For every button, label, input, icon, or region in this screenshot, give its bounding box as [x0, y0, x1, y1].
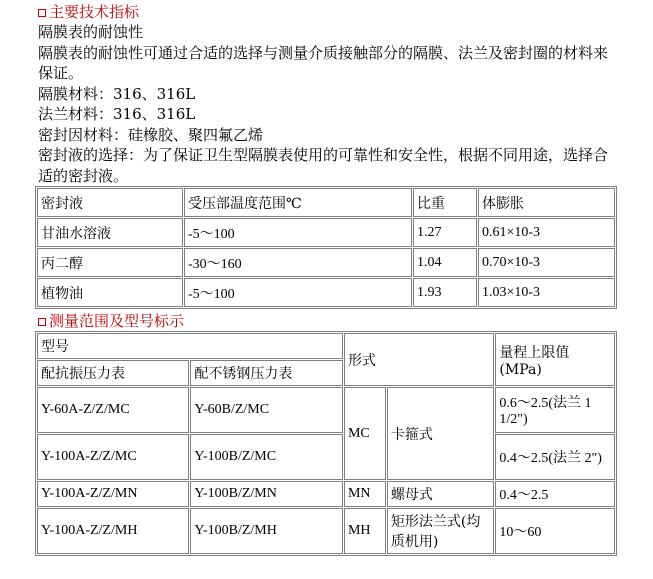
table-cell: Y-100A-Z/Z/MC	[37, 434, 189, 480]
table-header-cell: 受压部温度范围℃	[184, 188, 412, 217]
seal-fluid-table	[35, 186, 617, 309]
table-header-cell: 配抗振压力表	[37, 360, 189, 386]
table-row	[37, 387, 615, 433]
table-row	[37, 278, 615, 307]
table-cell: Y-100B/Z/MC	[190, 434, 343, 480]
paragraph: 隔膜表的耐蚀性	[38, 23, 144, 41]
table-row	[37, 218, 615, 247]
table-cell: 卡箍式	[387, 387, 495, 480]
table-cell: 0.6～2.5(法兰 1 1/2")	[495, 387, 615, 433]
table-row	[37, 434, 615, 480]
table-cell: 甘油水溶液	[37, 218, 183, 247]
table-cell: -5～100	[184, 278, 412, 307]
table-header-cell: 量程上限值(MPa)	[495, 333, 615, 386]
paragraph: 密封液的选择：为了保证卫生型隔膜表使用的可靠性和安全性，根据不同用途，选择合适的密封液。	[38, 146, 609, 185]
paragraph: 密封因材料：硅橡胶、聚四氟乙烯	[38, 125, 264, 144]
table-cell: 0.4～2.5	[495, 481, 615, 507]
bullet-square-icon	[38, 318, 46, 326]
table-cell: 0.4～2.5(法兰 2")	[495, 434, 615, 480]
content	[38, 2, 618, 556]
section-title-specs	[38, 2, 618, 22]
section-title-range	[38, 311, 618, 331]
table-cell: Y-100B/Z/MN	[190, 481, 343, 507]
table-cell: 1.27	[413, 218, 477, 247]
table-header-cell: 配不锈钢压力表	[190, 360, 343, 386]
paragraph: 隔膜材料：316、316L	[38, 84, 196, 103]
table-cell: 1.03×10-3	[478, 278, 615, 307]
table-cell: Y-100A-Z/Z/MH	[37, 508, 189, 554]
table-cell: Y-60A-Z/Z/MC	[37, 387, 189, 433]
table-cell: Y-100B/Z/MH	[190, 508, 343, 554]
table-cell: MN	[344, 481, 386, 507]
section-title-text: 主要技术指标	[49, 3, 140, 21]
table-cell: -5～100	[184, 218, 412, 247]
table-row	[37, 248, 615, 277]
table-header-row	[37, 333, 615, 359]
table-cell: 0.70×10-3	[478, 248, 615, 277]
table-cell: -30～160	[184, 248, 412, 277]
table-header-cell: 比重	[413, 188, 477, 217]
table-header-cell: 形式	[344, 333, 494, 386]
table-header-row	[37, 188, 615, 217]
table-cell: 丙二醇	[37, 248, 183, 277]
table-cell: Y-100A-Z/Z/MN	[37, 481, 189, 507]
table-cell: 1.93	[413, 278, 477, 307]
table-cell: 螺母式	[387, 481, 495, 507]
model-range-table	[35, 331, 617, 556]
table-cell: 10～60	[495, 508, 615, 554]
table-row	[37, 508, 615, 554]
table-header-cell: 密封液	[37, 188, 183, 217]
table-cell: MC	[344, 387, 386, 480]
table-cell: 矩形法兰式(均质机用)	[387, 508, 495, 554]
section-title-text: 测量范围及型号标示	[49, 312, 185, 330]
table-header-cell: 型号	[37, 333, 343, 359]
table-cell: 0.61×10-3	[478, 218, 615, 247]
table-cell: MH	[344, 508, 386, 554]
table-cell: 植物油	[37, 278, 183, 307]
table-cell: Y-60B/Z/MC	[190, 387, 343, 433]
paragraph: 法兰材料：316、316L	[38, 105, 196, 123]
bullet-square-icon	[38, 9, 46, 17]
table-header-cell: 体膨胀	[478, 188, 615, 217]
paragraph: 隔膜表的耐蚀性可通过合适的选择与测量介质接触部分的隔膜、法兰及密封圈的材料来保证。	[38, 43, 609, 82]
table-cell: 1.04	[413, 248, 477, 277]
table-row	[37, 481, 615, 507]
